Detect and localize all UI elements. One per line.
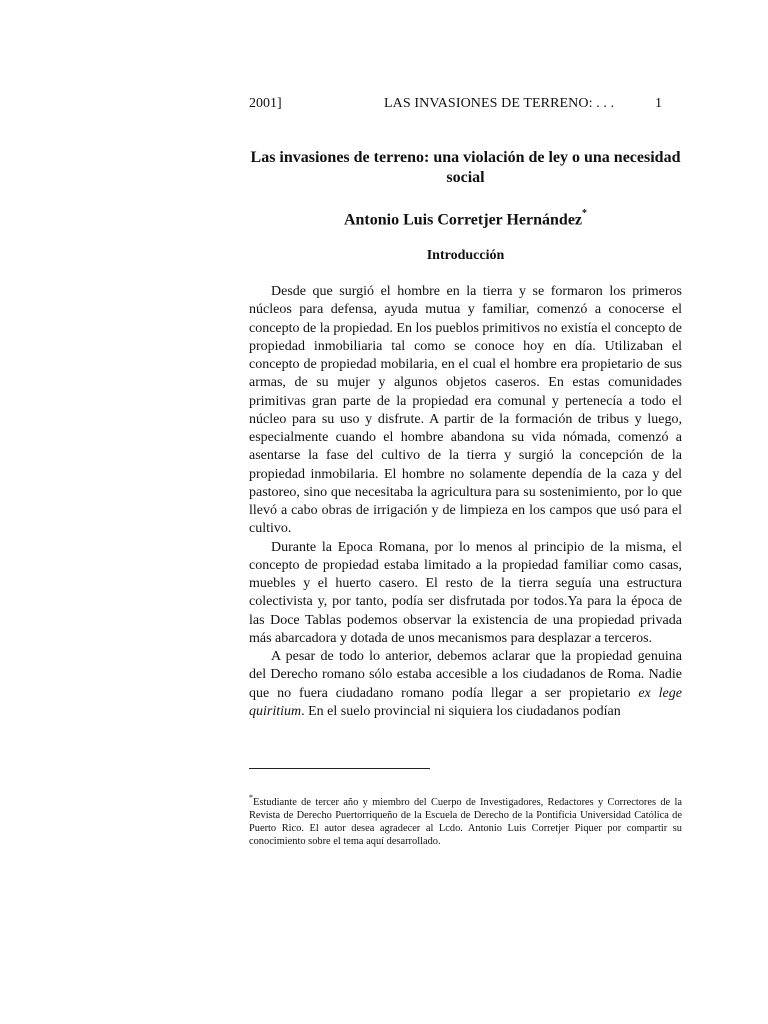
author-footnote-marker[interactable]: *	[582, 208, 588, 219]
paragraph-1: Desde que surgió el hombre en la tierra y se formaron los primeros núcleos para defensa, ayuda mutua y familiar, comenzó a conocerse el concepto de la propiedad. En los pueblos primitivos no existía el concepto de propiedad inmobiliaria tal como se conoce hoy en día. Utilizaban el concepto de propiedad mobilaria, en el cual el hombre era propietario de sus armas, de su mujer y algunos objetos caseros. En estas comunidades primitivas gran parte de la propiedad era comunal y pertenecía a todo el núcleo para su uso y disfrute. A partir de la formación de tribus y luego, especialmente cuando el hombre abandona su vida nómada, comenzó a asentarse la fase del cultivo de la tierra y surgió la concepción de la propiedad inmobilaria. El hombre no solamente dependía de la caza y del pastoreo, sino que necesitaba la agricultura para su sostenimiento, por lo que llevó a cabo obras de irrigación y de limpieza en los campos que usó para el cultivo.	[249, 284, 682, 537]
paragraph-3-tail: . En el suelo provincial ni siquiera los ciudadanos podían	[301, 703, 621, 719]
footnote	[249, 791, 682, 848]
running-head-title: LAS INVASIONES DE TERRENO: . . .	[384, 96, 615, 111]
footnote-text: Estudiante de tercer año y miembro del Cuerpo de Investigadores, Redactores y Correctores de la Revista de Derecho Puertorriqueño de la Escuela de Derecho de la Pontificia Universidad Católica de Puerto Rico. El autor desea agradecer al Lcdo. Antonio Luis Corretjer Piquer por compartir su conocimiento sobre el tema aquí desarrollado.	[249, 797, 682, 847]
author-name: Antonio Luis Corretjer Hernández	[343, 211, 583, 229]
article-author	[249, 206, 682, 230]
page-number: 1	[655, 96, 662, 111]
paragraph-3	[249, 648, 682, 721]
paragraph-2: Durante la Epoca Romana, por lo menos al principio de la misma, el concepto de propiedad estaba limitado a la propiedad familiar como casas, muebles y el huerto casero. El resto de la tierra seguía una estructura colectivista y, por tanto, podía ser disfrutada por todos.Ya para la época de las Doce Tablas podemos observar la existencia de una propiedad privada más abarcadora y dotada de unos mecanismos para desplazar a terceros.	[249, 539, 682, 646]
footnote-separator	[249, 768, 430, 769]
latin-phrase: ex lege quiritium	[249, 685, 682, 719]
running-head-year: 2001]	[249, 96, 282, 111]
body-text	[249, 283, 682, 721]
section-heading: Introducción	[426, 248, 505, 263]
footnote-marker: *	[249, 793, 253, 802]
paragraph-3-text: A pesar de todo lo anterior, debemos aclarar que la propiedad genuina del Derecho romano sólo estaba accesible a los ciudadanos de Roma. Nadie que no fuera ciudadano romano podía llegar a ser propietario	[249, 649, 682, 701]
article-title: Las invasiones de terreno: una violación de ley o una necesidad social	[250, 149, 681, 186]
running-head	[249, 94, 662, 114]
